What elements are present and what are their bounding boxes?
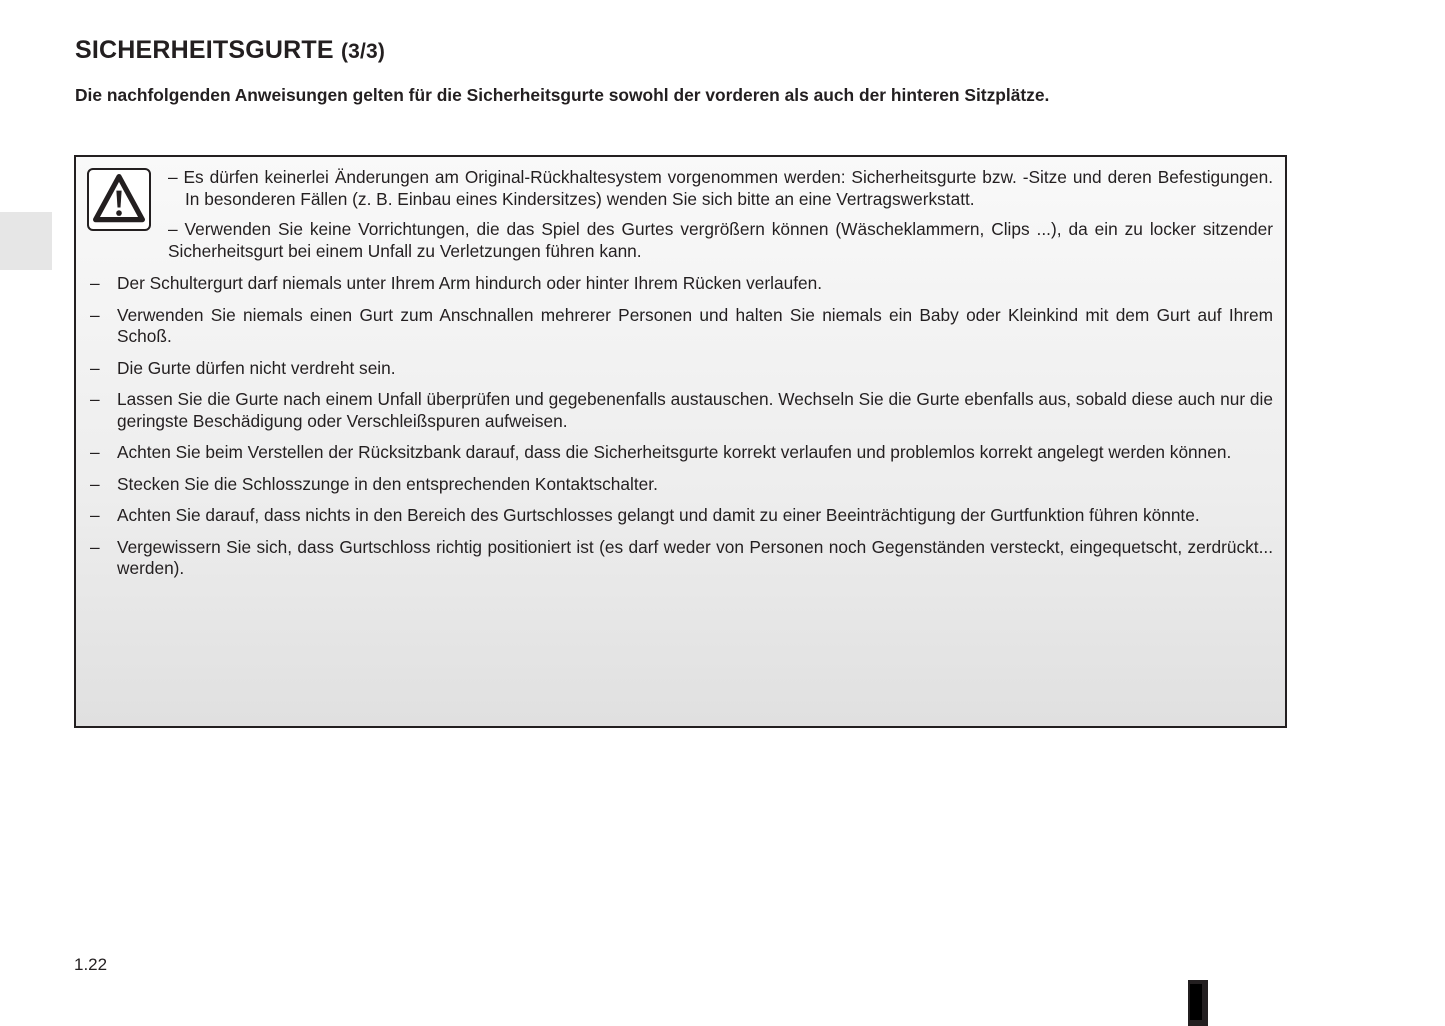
warning-triangle-icon xyxy=(87,168,151,231)
list-item-text: Verwenden Sie niemals einen Gurt zum Anschnallen mehrerer Personen und halten Sie niemals ein Baby oder Kleinkind mit dem Gurt auf Ihrem Schoß. xyxy=(117,304,1273,346)
list-dash: – xyxy=(90,357,100,378)
warning-list-item xyxy=(90,442,1273,464)
list-dash: – xyxy=(90,505,100,525)
list-item-text: Die Gurte dürfen nicht verdreht sein. xyxy=(117,357,396,378)
list-item-text: Stecken Sie die Schlosszunge in den entsprechenden Kontaktschalter. xyxy=(117,473,658,494)
list-dash: – xyxy=(90,389,100,409)
page-title xyxy=(75,36,385,65)
warning-intro-item: – Es dürfen keinerlei Änderungen am Original-Rückhaltesystem vorgenommen werden: Sicherheitsgurte bzw. -Sitze und deren Befestigungen. In besonderen Fällen (z. B. Einbau eines Kindersitzes) wenden Sie sich bitte an eine Vertragswerkstatt. xyxy=(168,167,1273,209)
list-item-text: Achten Sie beim Verstellen der Rücksitzbank darauf, dass die Sicherheitsgurte korrekt verlaufen und problemlos korrekt angelegt werden können. xyxy=(117,442,1232,462)
warning-box xyxy=(74,155,1287,728)
warning-list-item xyxy=(90,389,1273,432)
warning-list-item xyxy=(90,305,1273,348)
page-edge-marker xyxy=(1188,980,1208,1026)
list-dash: – xyxy=(90,273,100,293)
list-item-text: Der Schultergurt darf niemals unter Ihrem Arm hindurch oder hinter Ihrem Rücken verlaufen. xyxy=(117,273,823,293)
list-item-text: Achten Sie darauf, dass nichts in den Bereich des Gurtschlosses gelangt und damit zu einer Beeinträchtigung der Gurtfunktion führen könnte. xyxy=(117,505,1200,525)
page-title-text: SICHERHEITSGURTE xyxy=(75,36,334,64)
list-item-text: Lassen Sie die Gurte nach einem Unfall überprüfen und gegebenenfalls austauschen. Wechseln Sie die Gurte ebenfalls aus, sobald diese auch nur die geringste Beschädigung oder Verschleißspuren aufweisen. xyxy=(117,389,1273,431)
warning-list-item xyxy=(90,474,1273,496)
page-number: 1.22 xyxy=(74,955,108,974)
list-dash: – xyxy=(90,473,100,494)
warning-list-item xyxy=(90,537,1273,580)
list-item-text: Vergewissern Sie sich, dass Gurtschloss richtig positioniert ist (es darf weder von Personen noch Gegenständen versteckt, eingequetscht, zerdrückt... werden). xyxy=(117,536,1273,578)
warning-list-item xyxy=(90,358,1273,380)
page-title-part: (3/3) xyxy=(340,40,386,63)
warning-intro-text xyxy=(168,167,1273,271)
warning-list-item xyxy=(90,273,1273,295)
list-dash: – xyxy=(90,304,100,325)
chapter-side-tab xyxy=(0,212,52,270)
warning-list xyxy=(90,273,1273,590)
warning-list-item xyxy=(90,505,1273,527)
list-dash: – xyxy=(90,442,100,462)
intro-text: Die nachfolgenden Anweisungen gelten für die Sicherheitsgurte sowohl der vorderen als auch der hinteren Sitzplätze. xyxy=(75,85,1050,105)
list-dash: – xyxy=(90,536,100,557)
warning-intro-item: – Verwenden Sie keine Vorrichtungen, die das Spiel des Gurtes vergrößern können (Wäscheklammern, Clips ...), da ein zu locker sitzender Sicherheitsgurt bei einem Unfall zu Verletzungen führen kann. xyxy=(168,219,1273,261)
